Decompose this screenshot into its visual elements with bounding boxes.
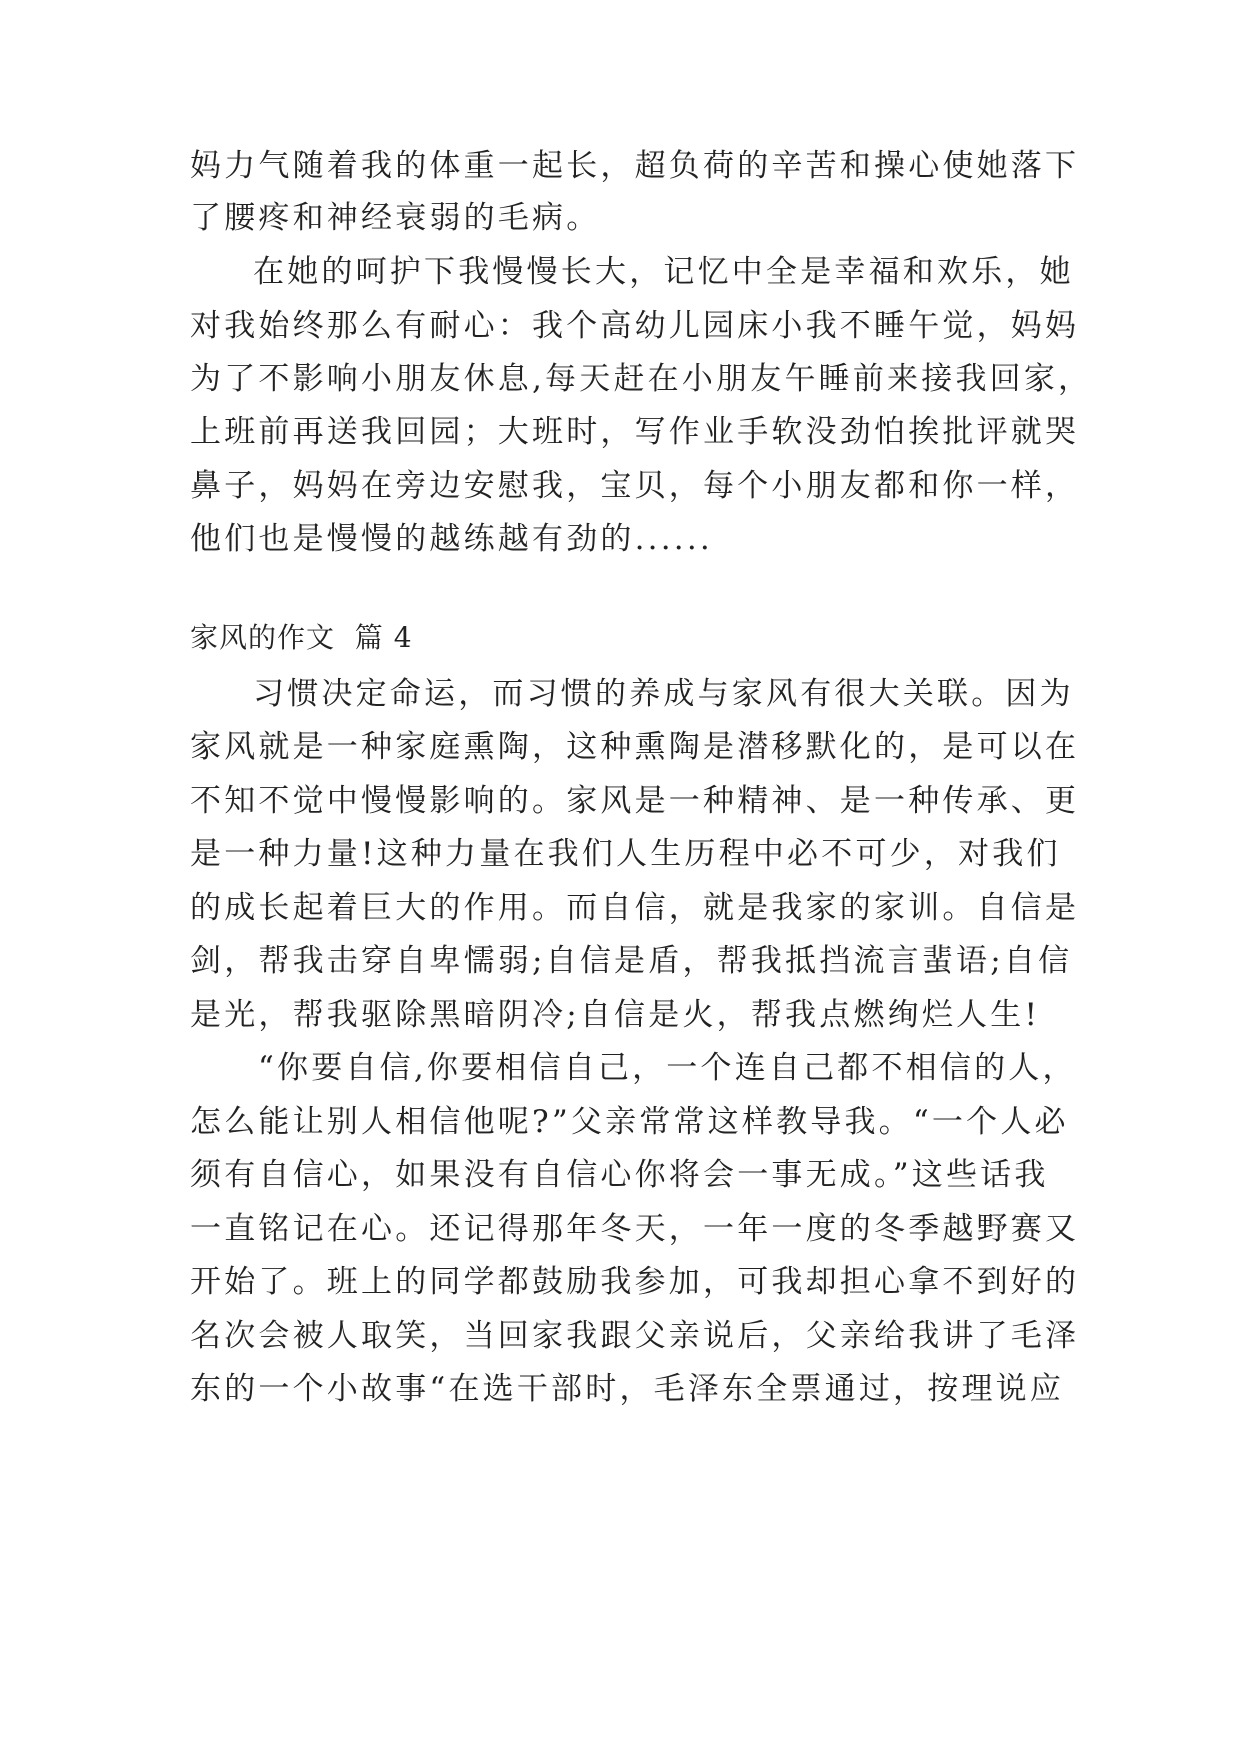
- paragraph-line: 一直铭记在心。还记得那年冬天，一年一度的冬季越野赛又: [190, 1211, 1080, 1247]
- paragraph-line: 家风就是一种家庭熏陶，这种熏陶是潜移默化的，是可以在: [190, 729, 1080, 765]
- paragraph-line: 习惯决定命运，而习惯的养成与家风有很大关联。因为: [253, 676, 1074, 712]
- paragraph-line: 不知不觉中慢慢影响的。家风是一种精神、是一种传承、更: [190, 783, 1080, 819]
- paragraph-line: 了腰疼和神经衰弱的毛病。: [190, 200, 601, 236]
- paragraph-line: 为了不影响小朋友休息,每天赶在小朋友午睡前来接我回家，: [190, 361, 1093, 397]
- paragraph-line: “你要自信,你要相信自己，一个连自己都不相信的人，: [258, 1050, 1077, 1086]
- paragraph-line: 妈力气随着我的体重一起长，超负荷的辛苦和操心使她落下: [190, 148, 1080, 184]
- paragraph-line: 剑，帮我击穿自卑懦弱;自信是盾，帮我抵挡流言蜚语;自信: [190, 943, 1073, 979]
- paragraph-line: 鼻子，妈妈在旁边安慰我，宝贝，每个小朋友都和你一样，: [190, 468, 1080, 504]
- paragraph-line: 在她的呵护下我慢慢长大，记忆中全是幸福和欢乐，她: [253, 254, 1074, 290]
- paragraph-line: 怎么能让别人相信他呢?”父亲常常这样教导我。“一个人必: [190, 1104, 1069, 1140]
- paragraph-line: 须有自信心，如果没有自信心你将会一事无成。”这些话我: [190, 1157, 1049, 1193]
- paragraph-line: 上班前再送我回园；大班时，写作业手软没劲怕挨批评就哭: [190, 414, 1080, 450]
- paragraph-line: 是一种力量!这种力量在我们人生历程中必不可少，对我们: [190, 836, 1061, 872]
- paragraph-line: 的成长起着巨大的作用。而自信，就是我家的家训。自信是: [190, 890, 1080, 926]
- paragraph-line: 名次会被人取笑，当回家我跟父亲说后，父亲给我讲了毛泽: [190, 1318, 1080, 1354]
- paragraph-line: 开始了。班上的同学都鼓励我参加，可我却担心拿不到好的: [190, 1264, 1080, 1300]
- paragraph-line: 东的一个小故事“在选干部时，毛泽东全票通过，按理说应: [190, 1371, 1065, 1407]
- paragraph-line: 他们也是慢慢的越练越有劲的......: [190, 521, 713, 557]
- section-heading: 家风的作文 篇 4: [190, 621, 413, 654]
- paragraph-line: 对我始终那么有耐心：我个高幼儿园床小我不睡午觉，妈妈: [190, 308, 1080, 344]
- paragraph-line: 是光，帮我驱除黑暗阴冷;自信是火，帮我点燃绚烂人生!: [190, 997, 1041, 1033]
